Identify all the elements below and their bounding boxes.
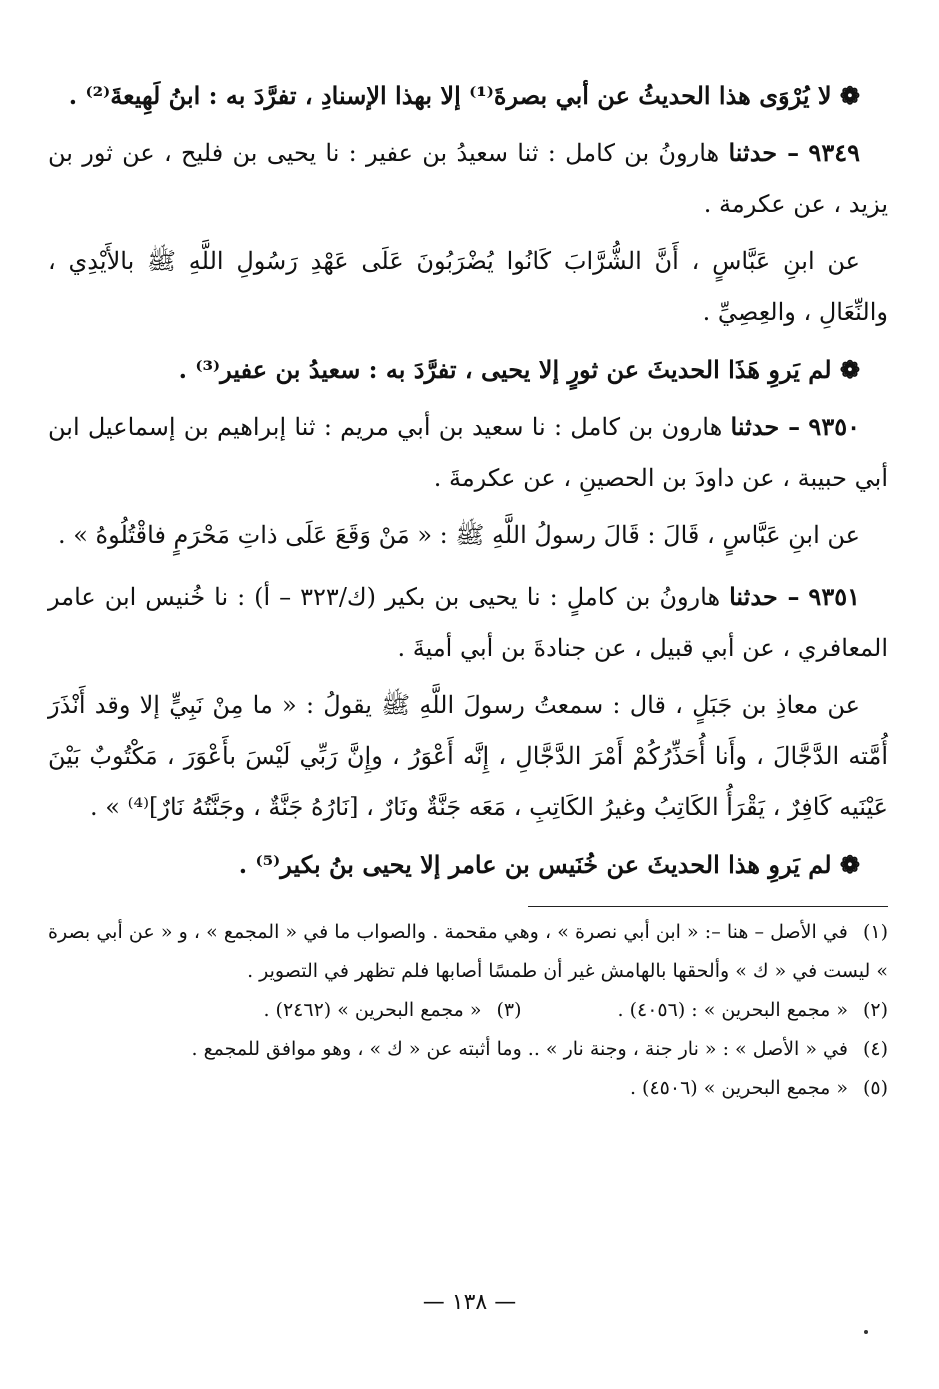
hadith-9350-isnad bbox=[48, 401, 888, 504]
scan-speck bbox=[864, 1330, 868, 1334]
footnotes bbox=[48, 913, 888, 1108]
hadith-9349-note: ❁ لم يَروِ هَذَا الحديثَ عن ثورٍ إلا يحيى ، تفرَّدَ به : سعيدُ بن عفير⁽³⁾ . bbox=[178, 355, 860, 384]
hadith-9351-isnad bbox=[48, 571, 888, 674]
spacer bbox=[540, 991, 600, 1030]
hadith-9349-matn: عن ابنِ عَبَّاسٍ ، أَنَّ الشُّرَّابَ كَانُوا يُضْرَبُونَ عَلَى عَهْدِ رَسُولِ اللَّهِ ﷺ بالأَيْدِي ، والنِّعَالِ ، والعِصِيِّ . bbox=[48, 247, 888, 326]
footnote-number: (٤) bbox=[862, 1038, 888, 1060]
footnote-text: في الأصل – هنا –: « ابن أبي نصرة » ، وهي مقحمة . والصواب ما في « المجمع » ، و « عن أبي بصرة » ليست في « ك » وألحقها بالهامش غير أن طمسًا أصابها فلم تظهر في التصوير . bbox=[48, 921, 888, 982]
footnote-number: (٢) bbox=[862, 999, 888, 1021]
hadith-9349-isnad bbox=[48, 127, 888, 230]
footnote-text: « مجمع البحرين » (٢٤٦٢) . bbox=[263, 999, 482, 1021]
footnote-5 bbox=[48, 1069, 888, 1108]
hadith-lead: – حدثنا bbox=[729, 582, 800, 611]
footnote-text: في « الأصل » : « نار جنة ، وجنة نار » .. وما أثبته عن « ك » ، وهو موافق للمجمع . bbox=[191, 1038, 848, 1060]
document-page bbox=[48, 70, 888, 1370]
footnote-row-2-3 bbox=[48, 991, 888, 1030]
hadith-number: ٩٣٤٩ bbox=[808, 138, 860, 167]
footnote-4 bbox=[48, 1030, 888, 1069]
footnote-2 bbox=[618, 991, 888, 1030]
footnote-number: (١) bbox=[862, 921, 888, 943]
hadith-9351-note: ❁ لم يَروِ هذا الحديثَ عن خُنَيس بن عامر إلا يحيى بنُ بكير⁽⁵⁾ . bbox=[238, 850, 860, 879]
hadith-9351-matn: عن معاذِ بن جَبَلٍ ، قال : سمعتُ رسولَ اللَّهِ ﷺ يقولُ : « ما مِنْ نَبِيٍّ إلا وقد أَنْذَرَ أُمَّته الدَّجَّالَ ، وأَنا أُحَذِّرُكُمْ أَمْرَ الدَّجَّالِ ، إِنَّه أَعْوَرُ ، وإِنَّ رَبِّي لَيْسَ بأَعْوَرَ ، مَكْتُوبٌ بَيْنَ عَيْنَيه كَافِرٌ ، يَقْرَأُ الكَاتِبُ وغيرُ الكَاتِبِ ، مَعَه جَنَّةٌ ونَارٌ ، [نَارُهُ جَنَّةٌ ، وجَنَّتُهُ نَارٌ]⁽⁴⁾ » . bbox=[48, 691, 888, 821]
isnad-text: هارونُ بن كاملٍ : نا يحيى بن بكير (ك/٣٢٣ – أ) : نا خُنيس ابن عامر المعافري ، عن أبي قبيل ، عن جنادةَ بن أبي أميةَ . bbox=[48, 583, 888, 662]
footnote-1 bbox=[48, 913, 888, 991]
footnote-divider bbox=[528, 906, 888, 907]
isnad-text: هارون بن كامل : نا سعيد بن أبي مريم : ثنا إبراهيم بن إسماعيل ابن أبي حبيبة ، عن داودَ بن الحصينِ ، عن عكرمةَ . bbox=[48, 413, 888, 492]
isnad-text: هارونُ بن كامل : ثنا سعيدُ بن عفير : نا يحيى بن فليح ، عن ثور بن يزيد ، عن عكرمة . bbox=[48, 139, 888, 218]
hadith-lead: – حدثنا bbox=[730, 412, 801, 441]
hadith-number: ٩٣٥١ bbox=[808, 582, 860, 611]
narration-note: ❁ لا يُرْوَى هذا الحديثُ عن أبي بصرةَ⁽¹⁾ إلا بهذا الإسنادِ ، تفرَّدَ به : ابنُ لَهِيعةَ⁽²⁾ . bbox=[68, 81, 860, 110]
footnote-text: « مجمع البحرين » (٤٥٠٦) . bbox=[629, 1077, 848, 1099]
footnote-3 bbox=[263, 991, 521, 1030]
hadith-number: ٩٣٥٠ bbox=[808, 412, 860, 441]
footnote-number: (٣) bbox=[496, 999, 522, 1021]
page-number: — ١٣٨ — bbox=[422, 1290, 517, 1315]
hadith-lead: – حدثنا bbox=[728, 138, 800, 167]
footnote-number: (٥) bbox=[862, 1077, 888, 1099]
hadith-9350-matn: عن ابنِ عَبَّاسٍ ، قَالَ : قَالَ رسولُ اللَّهِ ﷺ : « مَنْ وَقَعَ عَلَى ذاتِ مَحْرَمٍ فاقْتُلُوهُ » . bbox=[57, 521, 860, 549]
footnote-text: « مجمع البحرين » : (٤٠٥٦) . bbox=[617, 999, 848, 1021]
